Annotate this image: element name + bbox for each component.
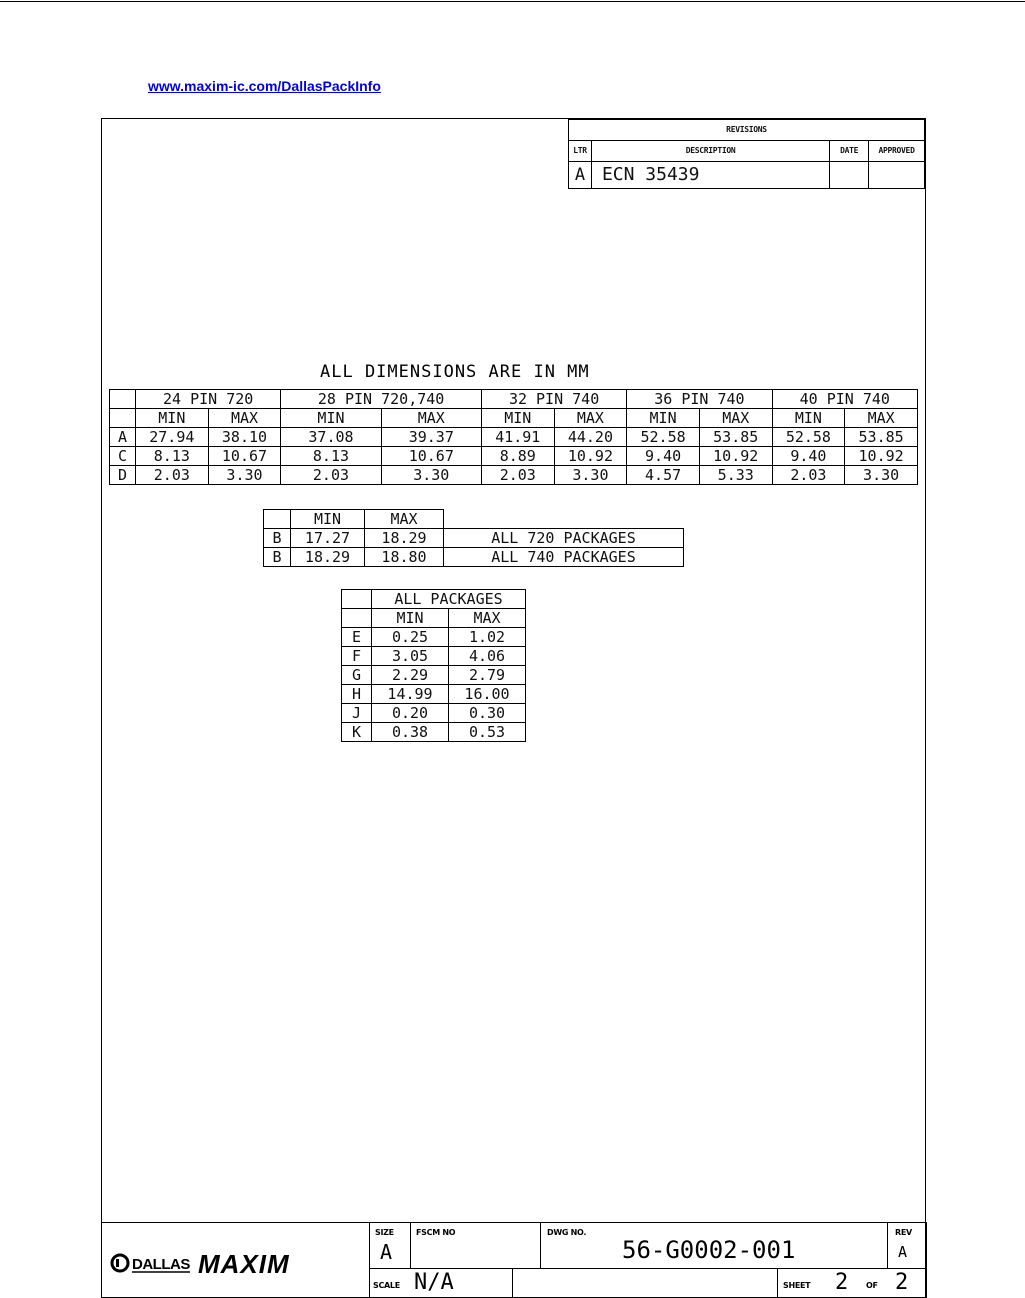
size-value: A <box>380 1240 393 1264</box>
main-group-header: 24 PIN 720 <box>136 390 281 409</box>
table-row <box>342 666 526 685</box>
table-cell: 3.30 <box>381 466 481 485</box>
table-cell: 9.40 <box>627 447 700 466</box>
tb-divider <box>369 1222 370 1298</box>
table-row <box>110 428 918 447</box>
table-cell: 9.40 <box>772 447 845 466</box>
table-cell: 10.67 <box>381 447 481 466</box>
sheet-value: 2 <box>835 1270 849 1295</box>
main-subheader: MAX <box>208 409 281 428</box>
table-row <box>264 548 684 567</box>
table-cell: 10.92 <box>554 447 627 466</box>
rev-label: REV <box>895 1228 912 1237</box>
table-row <box>342 628 526 647</box>
table-cell: 4.57 <box>627 466 700 485</box>
table-row <box>342 723 526 742</box>
table-cell: 52.58 <box>627 428 700 447</box>
row-label: G <box>342 666 372 685</box>
main-subheader: MIN <box>136 409 209 428</box>
table-cell: 2.03 <box>481 466 554 485</box>
table-cell: ALL 740 PACKAGES <box>444 548 684 567</box>
revisions-title: REVISIONS <box>569 120 925 141</box>
sheet-label: SHEET <box>783 1281 811 1290</box>
tb-divider <box>410 1222 411 1268</box>
row-label: D <box>110 466 136 485</box>
table-cell: 0.38 <box>372 723 449 742</box>
table-cell: 53.85 <box>845 428 918 447</box>
top-rule <box>0 1 1025 2</box>
table-cell: 2.29 <box>372 666 449 685</box>
all-corner <box>342 590 372 609</box>
fscm-label: FSCM NO <box>416 1228 456 1237</box>
tb-divider <box>369 1268 926 1269</box>
tb-divider <box>926 1222 927 1298</box>
main-group-header: 36 PIN 740 <box>627 390 772 409</box>
b-corner <box>264 510 291 529</box>
table-cell: 18.29 <box>365 529 444 548</box>
table-row <box>342 647 526 666</box>
row-label: B <box>264 548 291 567</box>
scale-label: SCALE <box>373 1281 400 1290</box>
tb-divider <box>887 1222 888 1268</box>
main-group-header: 28 PIN 720,740 <box>281 390 482 409</box>
row-label: K <box>342 723 372 742</box>
table-row <box>110 466 918 485</box>
table-cell: 10.67 <box>208 447 281 466</box>
main-corner-cell <box>110 390 136 409</box>
row-label: A <box>110 428 136 447</box>
tb-divider <box>777 1268 778 1298</box>
b-header: MAX <box>365 510 444 529</box>
of-value: 2 <box>895 1270 909 1295</box>
table-cell: 3.30 <box>845 466 918 485</box>
table-cell: 4.06 <box>449 647 526 666</box>
main-sub-corner <box>110 409 136 428</box>
b-header-row <box>264 510 684 529</box>
main-group-header: 32 PIN 740 <box>481 390 626 409</box>
rev-value: A <box>898 1243 908 1261</box>
main-subheader: MIN <box>281 409 381 428</box>
main-subheader: MAX <box>699 409 772 428</box>
rev-row-ltr: A <box>569 162 592 189</box>
b-dimension-table <box>263 509 684 567</box>
table-cell: 52.58 <box>772 428 845 447</box>
table-row <box>342 685 526 704</box>
table-cell: 1.02 <box>449 628 526 647</box>
row-label: E <box>342 628 372 647</box>
table-cell: 27.94 <box>136 428 209 447</box>
table-cell: 3.05 <box>372 647 449 666</box>
scale-value: N/A <box>414 1270 454 1295</box>
row-label: H <box>342 685 372 704</box>
table-cell: ALL 720 PACKAGES <box>444 529 684 548</box>
all-title-row <box>342 590 526 609</box>
table-cell: 8.13 <box>281 447 381 466</box>
main-subheader: MAX <box>554 409 627 428</box>
table-cell: 10.92 <box>699 447 772 466</box>
all-packages-table <box>341 589 526 742</box>
svg-text:DALLAS: DALLAS <box>132 1256 190 1273</box>
table-cell: 3.30 <box>554 466 627 485</box>
dimensions-caption: ALL DIMENSIONS ARE IN MM <box>320 362 590 382</box>
dwg-value: 56-G0002-001 <box>622 1236 796 1264</box>
table-row <box>264 529 684 548</box>
company-logo <box>110 1248 355 1278</box>
table-cell: 18.29 <box>291 548 365 567</box>
table-cell: 2.79 <box>449 666 526 685</box>
table-cell: 2.03 <box>281 466 381 485</box>
table-cell: 5.33 <box>699 466 772 485</box>
table-cell: 37.08 <box>281 428 381 447</box>
main-group-header: 40 PIN 740 <box>772 390 917 409</box>
pack-info-link[interactable]: www.maxim-ic.com/DallasPackInfo <box>148 78 381 94</box>
table-cell: 41.91 <box>481 428 554 447</box>
table-cell: 44.20 <box>554 428 627 447</box>
tb-divider <box>512 1268 513 1298</box>
table-cell: 2.03 <box>772 466 845 485</box>
rev-row-date <box>830 162 869 189</box>
size-label: SIZE <box>375 1228 394 1237</box>
of-label: OF <box>866 1281 878 1290</box>
table-cell: 8.89 <box>481 447 554 466</box>
table-cell: 0.30 <box>449 704 526 723</box>
main-subheader: MAX <box>381 409 481 428</box>
table-cell: 18.80 <box>365 548 444 567</box>
table-cell: 17.27 <box>291 529 365 548</box>
table-cell: 10.92 <box>845 447 918 466</box>
all-header: MIN <box>372 609 449 628</box>
row-label: J <box>342 704 372 723</box>
table-cell: 0.20 <box>372 704 449 723</box>
table-cell: 39.37 <box>381 428 481 447</box>
dallas-maxim-logo-icon <box>110 1248 355 1278</box>
row-label: B <box>264 529 291 548</box>
table-cell: 2.03 <box>136 466 209 485</box>
main-subheader: MIN <box>481 409 554 428</box>
rev-header-ltr: LTR <box>569 141 592 162</box>
table-cell: 53.85 <box>699 428 772 447</box>
table-row <box>110 447 918 466</box>
rev-header-description: DESCRIPTION <box>591 141 829 162</box>
b-header-blank <box>444 510 684 529</box>
rev-row-approved <box>869 162 925 189</box>
all-packages-title: ALL PACKAGES <box>372 590 526 609</box>
rev-row-description: ECN 35439 <box>591 162 829 189</box>
all-header: MAX <box>449 609 526 628</box>
main-subheader: MIN <box>627 409 700 428</box>
table-cell: 8.13 <box>136 447 209 466</box>
table-cell: 38.10 <box>208 428 281 447</box>
table-cell: 16.00 <box>449 685 526 704</box>
dwg-label: DWG NO. <box>547 1228 587 1237</box>
main-subheader: MAX <box>845 409 918 428</box>
table-cell: 0.25 <box>372 628 449 647</box>
table-cell: 3.30 <box>208 466 281 485</box>
main-dimensions-table <box>109 389 918 485</box>
b-header: MIN <box>291 510 365 529</box>
main-subheader-row <box>110 409 918 428</box>
row-label: C <box>110 447 136 466</box>
all-header-row <box>342 609 526 628</box>
main-subheader: MIN <box>772 409 845 428</box>
rev-header-date: DATE <box>830 141 869 162</box>
rev-header-approved: APPROVED <box>869 141 925 162</box>
tb-divider <box>540 1222 541 1268</box>
revisions-table <box>568 119 925 189</box>
main-group-header-row <box>110 390 918 409</box>
table-cell: 14.99 <box>372 685 449 704</box>
svg-text:MAXIM: MAXIM <box>198 1249 290 1278</box>
all-sub-corner <box>342 609 372 628</box>
row-label: F <box>342 647 372 666</box>
table-cell: 0.53 <box>449 723 526 742</box>
table-row <box>342 704 526 723</box>
